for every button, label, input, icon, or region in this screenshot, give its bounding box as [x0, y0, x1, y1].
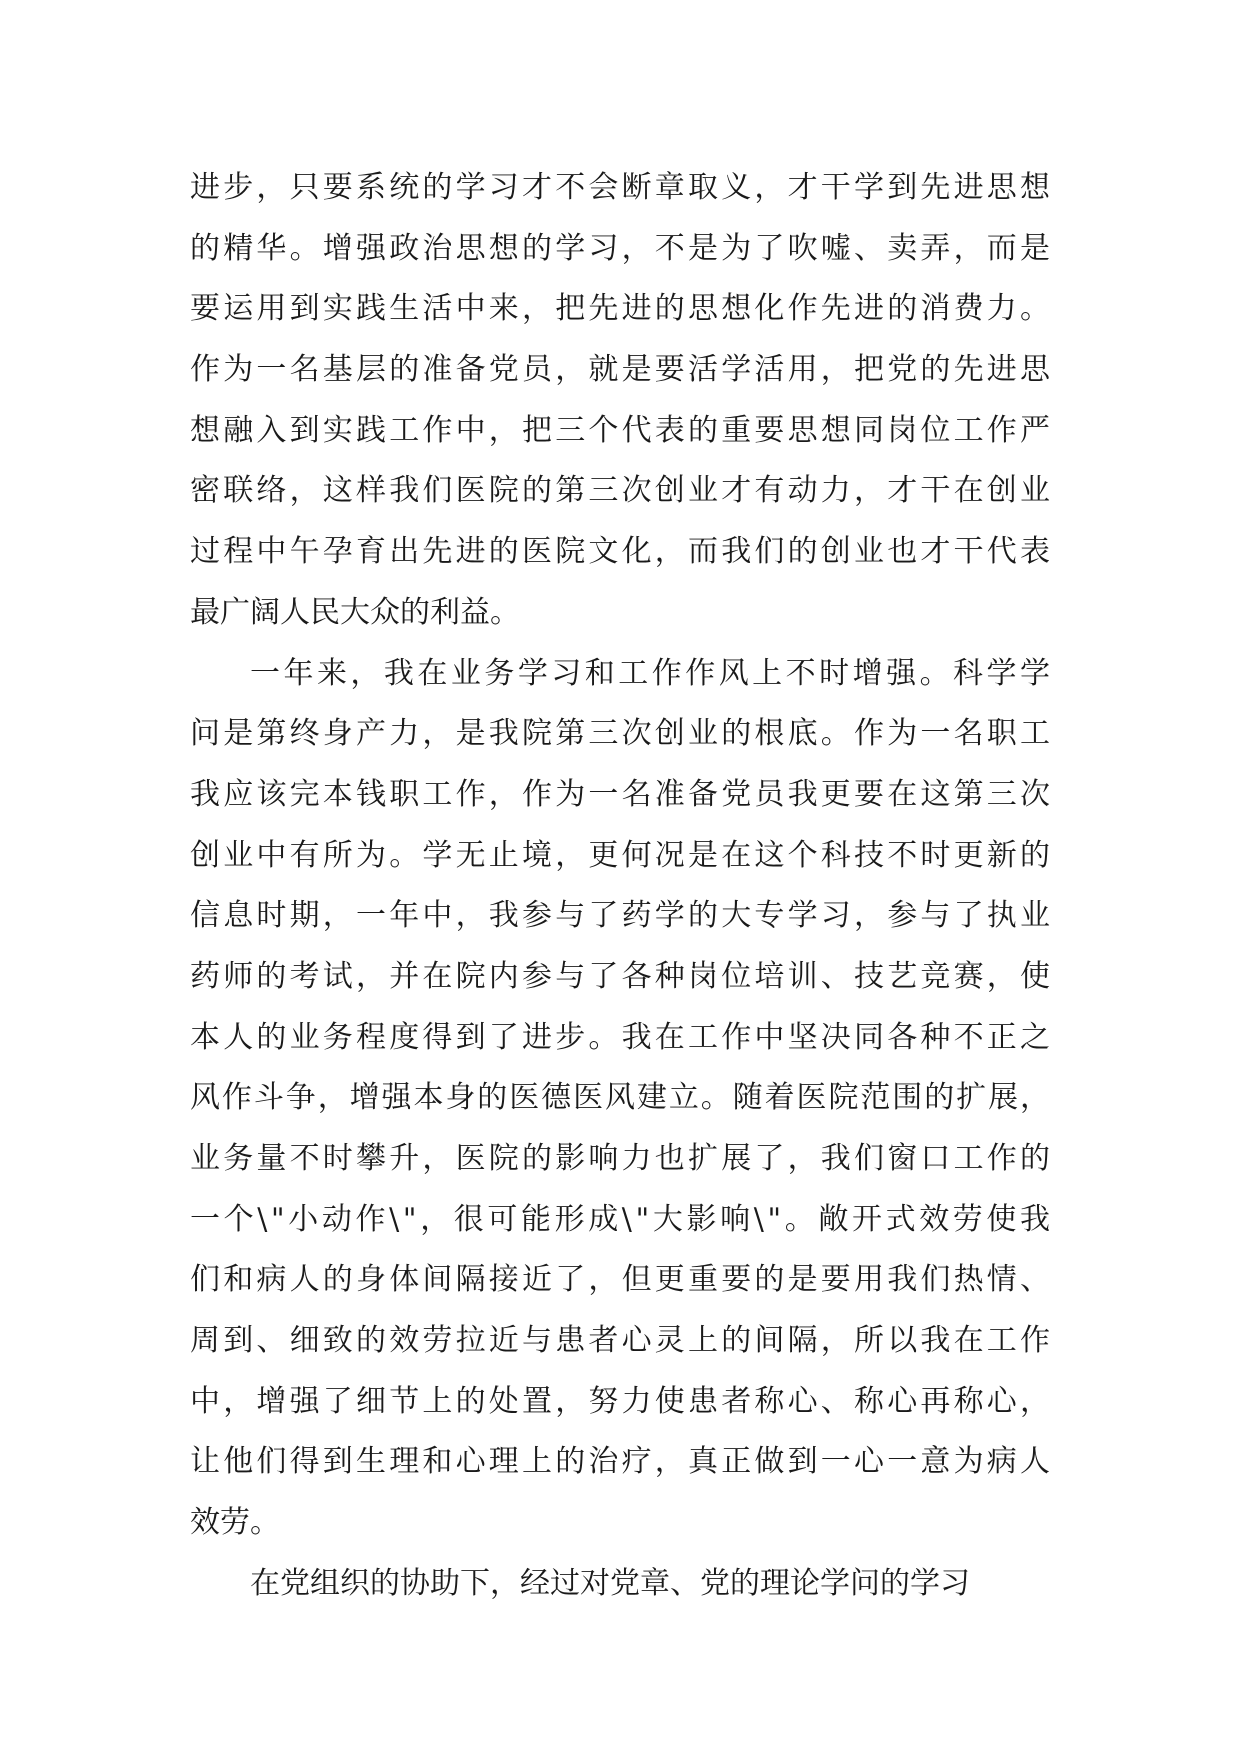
text-line: 进步，只要系统的学习才不会断章取义，才干学到先进思想	[190, 170, 1054, 205]
text-line: 我应该完本钱职工作，作为一名准备党员我更要在这第三次	[190, 776, 1054, 812]
text-line: 信息时期，一年中，我参与了药学的大专学习，参与了执业	[190, 898, 1054, 934]
text-line: 业务量不时攀升，医院的影响力也扩展了，我们窗口工作的	[190, 1141, 1054, 1176]
paragraph-2	[190, 644, 1090, 1554]
text-line: 本人的业务程度得到了进步。我在工作中坚决同各种不正之	[190, 1019, 1054, 1055]
text-line: 想融入到实践工作中，把三个代表的重要思想同岗位工作严	[190, 412, 1054, 448]
text-line: 风作斗争，增强本身的医德医风建立。随着医院范围的扩展，	[190, 1080, 1052, 1116]
text-line: 的精华。增强政治思想的学习，不是为了吹嘘、卖弄，而是	[190, 230, 1054, 266]
text-line: 一年来，我在业务学习和工作作风上不时增强。科学学	[250, 655, 1054, 691]
text-line: 让他们得到生理和心理上的治疗，真正做到一心一意为病人	[190, 1444, 1054, 1480]
text-line: 最广阔人民大众的利益。	[190, 594, 520, 630]
text-line: 要运用到实践生活中来，把先进的思想化作先进的消费力。	[190, 291, 1054, 327]
text-line: 在党组织的协助下，经过对党章、党的理论学问的学习	[250, 1565, 970, 1601]
text-line: 药师的考试，并在院内参与了各种岗位培训、技艺竞赛，使	[190, 958, 1054, 994]
text-line: 中，增强了细节上的处置，努力使患者称心、称心再称心，	[190, 1383, 1054, 1419]
text-line: 周到、细致的效劳拉近与患者心灵上的间隔，所以我在工作	[190, 1323, 1054, 1359]
text-line: 作为一名基层的准备党员，就是要活学活用，把党的先进思	[190, 352, 1054, 388]
paragraph-1	[190, 158, 1090, 644]
text-line: 创业中有所为。学无止境，更何况是在这个科技不时更新的	[190, 837, 1054, 873]
paragraph-3	[190, 1554, 1090, 1615]
text-line: 问是第终身产力，是我院第三次创业的根底。作为一名职工	[190, 716, 1054, 752]
document-body	[190, 158, 1090, 1615]
text-line: 们和病人的身体间隔接近了，但更重要的是要用我们热情、	[190, 1262, 1054, 1298]
text-line: 一个\"小动作\"，很可能形成\"大影响\"。敞开式效劳使我	[190, 1201, 1054, 1237]
text-line: 密联络，这样我们医院的第三次创业才有动力，才干在创业	[190, 473, 1054, 509]
text-line: 效劳。	[190, 1505, 280, 1541]
text-line: 过程中午孕育出先进的医院文化，而我们的创业也才干代表	[190, 534, 1054, 570]
